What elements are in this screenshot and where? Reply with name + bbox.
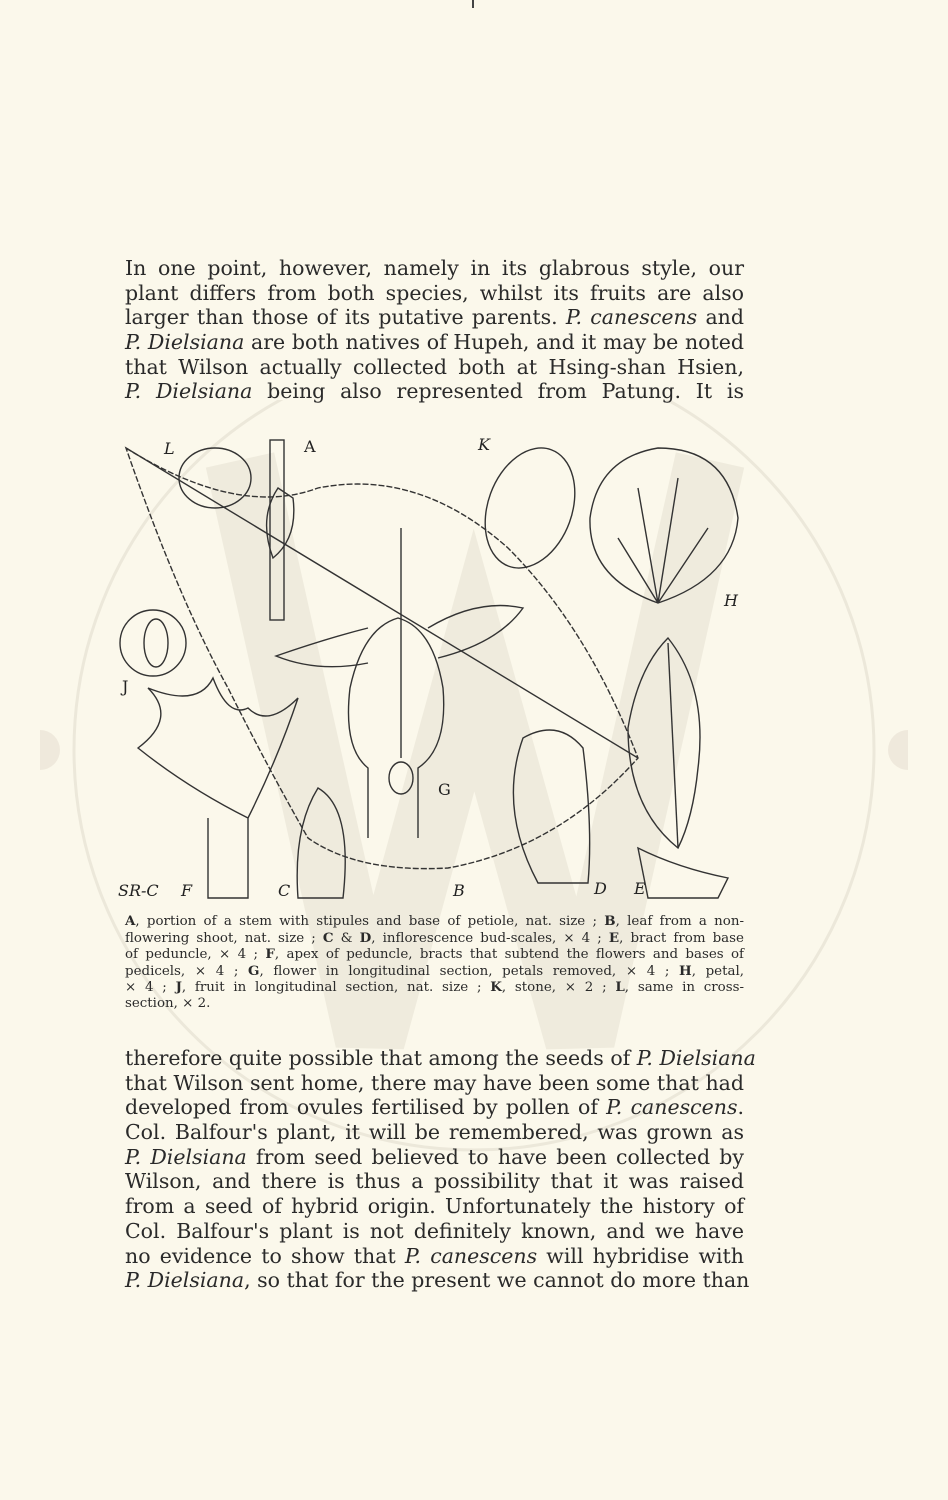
figure-label: D [594, 879, 607, 898]
text-line: Col. Balfour's plant, it will be remembered, was grown as [125, 1120, 744, 1145]
caption-line: A, portion of a stem with stipules and base of petiole, nat. size ; B, leaf from a non- [125, 913, 744, 929]
text-line: that Wilson actually collected both at Hsing-shan Hsien, [125, 354, 744, 379]
figure-label: K [478, 435, 490, 454]
paragraph-2 [125, 1046, 756, 1293]
text-line: In one point, however, namely in its glabrous style, our [125, 256, 744, 280]
bud-scale-d [513, 730, 589, 883]
figure-label: J [122, 677, 129, 696]
figure-label: H [724, 591, 738, 610]
caption-line: section, × 2. [125, 995, 211, 1011]
botanical-illustration [118, 428, 748, 903]
text-line: P. Dielsiana from seed believed to have been collected by [125, 1144, 744, 1169]
figure-label: E [634, 879, 646, 898]
figure-label: A [304, 437, 316, 456]
text-line: therefore quite possible that among the seeds of P. Dielsiana [125, 1046, 756, 1070]
caption-line: flowering shoot, nat. size ; C & D, inflorescence bud-scales, × 4 ; E, bract from base [125, 929, 744, 946]
leaf-b [126, 448, 638, 869]
paragraph-1 [125, 256, 744, 404]
figure-label: C [278, 881, 291, 900]
figure-label: F [181, 881, 193, 900]
flower-g [348, 618, 443, 838]
artist-monogram: SR-C [118, 881, 159, 900]
text-line: plant differs from both species, whilst its fruits are also [125, 280, 744, 305]
text-line: from a seed of hybrid origin. Unfortunately the history of [125, 1194, 744, 1219]
text-line: P. Dielsiana, so that for the present we cannot do more than [125, 1268, 750, 1293]
figure-caption [125, 913, 744, 1013]
figure-label: B [453, 881, 465, 900]
stone-l [179, 448, 251, 508]
figure-label: L [164, 439, 175, 458]
stone-k [469, 435, 590, 580]
text-line: Col. Balfour's plant is not definitely known, and we have [125, 1218, 744, 1243]
figure-label: G [438, 780, 451, 799]
page-top-mark [472, 0, 474, 8]
text-line: that Wilson sent home, there may have been some that had [125, 1070, 744, 1095]
text-line: P. Dielsiana are both natives of Hupeh, and it may be noted [125, 330, 744, 355]
text-line: Wilson, and there is thus a possibility that it was raised [125, 1169, 744, 1194]
caption-line: pedicels, × 4 ; G, flower in longitudinal section, petals removed, × 4 ; H, petal, [125, 962, 744, 979]
caption-line: × 4 ; J, fruit in longitudinal section, nat. size ; K, stone, × 2 ; L, same in cross- [125, 979, 744, 996]
text-line: P. Dielsiana being also represented from Patung. It is [125, 379, 744, 404]
text-line: larger than those of its putative parents. P. canescens and [125, 305, 744, 330]
text-line: developed from ovules fertilised by pollen of P. canescens. [125, 1095, 744, 1120]
peduncle-f [138, 678, 298, 898]
petal-h [590, 448, 738, 603]
text-line: no evidence to show that P. canescens will hybridise with [125, 1243, 744, 1268]
bract-e [628, 638, 700, 848]
bud-scale-c [297, 788, 345, 898]
caption-line: of peduncle, × 4 ; F, apex of peduncle, bracts that subtend the flowers and bases of [125, 946, 744, 963]
